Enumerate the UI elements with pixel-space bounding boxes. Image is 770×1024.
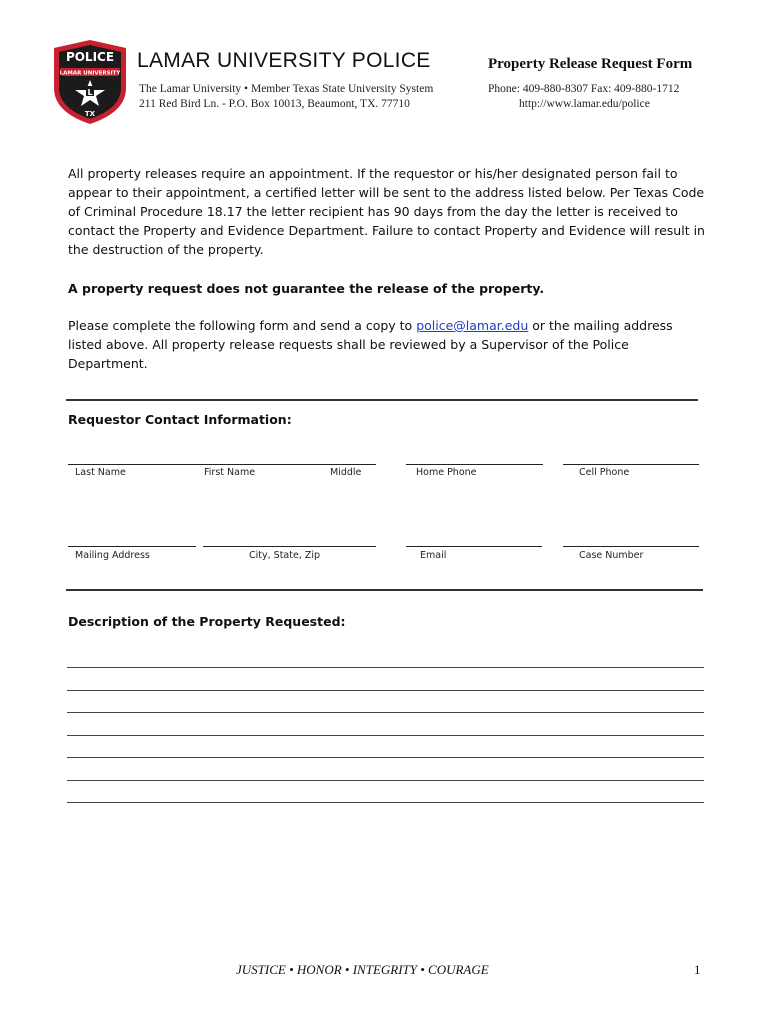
description-line-5[interactable] xyxy=(67,757,704,758)
police-badge-logo xyxy=(50,38,130,126)
page-number: 1 xyxy=(694,962,701,977)
last-name-label: Last Name xyxy=(75,467,126,478)
description-line-1[interactable] xyxy=(67,667,704,668)
email-field-line[interactable] xyxy=(406,546,542,547)
mailing-address-label: Mailing Address xyxy=(75,550,150,561)
contact-section-heading: Requestor Contact Information: xyxy=(68,412,292,427)
instructions-text-after: or the mailing address listed above. All property release requests shall be reviewed by a Supervisor of the Police Department. xyxy=(68,318,673,371)
city-state-zip-label: City, State, Zip xyxy=(249,550,321,561)
section-divider-top xyxy=(66,399,698,401)
description-line-4[interactable] xyxy=(67,735,704,736)
description-line-2[interactable] xyxy=(67,690,704,691)
first-name-label: First Name xyxy=(204,467,256,478)
middle-name-label: Middle xyxy=(330,467,362,478)
svg-text:L: L xyxy=(87,88,93,97)
description-line-6[interactable] xyxy=(67,780,704,781)
address-line-2: 211 Red Bird Ln. - P.O. Box 10013, Beaumont, TX. 77710 xyxy=(139,98,410,110)
section-divider-middle xyxy=(66,589,703,591)
website-url: http://www.lamar.edu/police xyxy=(519,98,650,110)
case-number-field-line[interactable] xyxy=(563,546,699,547)
form-title: Property Release Request Form xyxy=(488,56,693,72)
description-line-7[interactable] xyxy=(67,802,704,803)
intro-paragraph: All property releases require an appointment. If the requestor or his/her designated person fail to appear to their appointment, a certified letter will be sent to the address listed below. Per Texas Code of Criminal Procedure 18.17 the letter recipient has 90 days from the day the letter is received to contact the Property and Evidence Department. Failure to contact Property and Evidence will result in the destruction of the property. xyxy=(68,166,705,257)
phone-fax: Phone: 409-880-8307 Fax: 409-880-1712 xyxy=(488,83,680,95)
city-state-zip-field-line[interactable] xyxy=(203,546,376,547)
org-title: LAMAR UNIVERSITY POLICE xyxy=(137,49,431,72)
instructions-paragraph xyxy=(68,316,708,373)
case-number-label: Case Number xyxy=(579,550,644,561)
description-line-3[interactable] xyxy=(67,712,704,713)
name-field-line[interactable] xyxy=(68,464,376,465)
cell-phone-field-line[interactable] xyxy=(563,464,699,465)
address-line-1: The Lamar University • Member Texas State University System xyxy=(139,83,434,95)
warning-statement: A property request does not guarantee the release of the property. xyxy=(68,281,545,296)
mailing-address-field-line[interactable] xyxy=(68,546,196,547)
instructions-text-before: Please complete the following form and send a copy to xyxy=(68,318,417,333)
badge-top-text: POLICE xyxy=(65,50,115,64)
description-section-heading: Description of the Property Requested: xyxy=(68,614,346,629)
cell-phone-label: Cell Phone xyxy=(579,467,630,478)
email-label: Email xyxy=(420,550,447,561)
home-phone-field-line[interactable] xyxy=(406,464,543,465)
home-phone-label: Home Phone xyxy=(416,467,477,478)
badge-ribbon-text: LAMAR UNIVERSITY xyxy=(59,70,121,77)
email-link[interactable]: police@lamar.edu xyxy=(416,318,529,333)
badge-bottom-text: TX xyxy=(84,110,96,118)
footer-motto: JUSTICE • HONOR • INTEGRITY • COURAGE xyxy=(236,962,489,977)
